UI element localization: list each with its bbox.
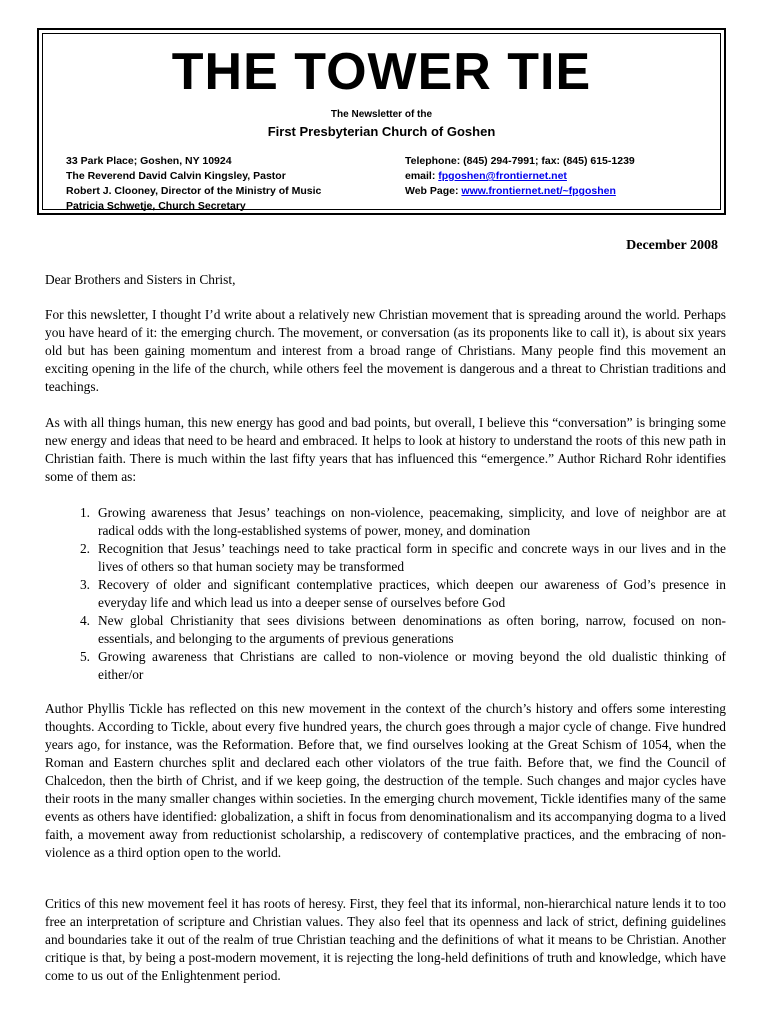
letter-date: December 2008 — [626, 238, 718, 253]
list-number: 4. — [79, 613, 90, 628]
list-text: Recovery of older and significant contemplative practices, which deepen our awareness of God’s presence in everyday life and which lead us into a deeper sense of ourselves before God — [98, 577, 726, 610]
list-number: 5. — [79, 649, 90, 664]
paragraph-1: For this newsletter, I thought I’d write about a relatively new Christian movement that is spreading around the world. Perhaps you have heard of it: the emerging church. The movement, or conversation (as its proponents like to call it), is about six years old but has been gaining momentum and interest from a broad range of Christians. Many people find this movement an exciting opening in the life of the church, while others feel the movement is dangerous and a threat to Christian traditions and teachings. — [45, 307, 726, 394]
paragraph-4: Critics of this new movement feel it has roots of heresy. First, they feel that its informal, non-hierarchical nature lends it to too free an interpretation of scripture and Christian values. They also feel that its openness and lack of strict, defining guidelines and boundaries take it out of the realm of true Christian teaching and the definitions of what it means to be Christian. Another critique is that, by being a post-modern movement, it is rejecting the long-held definitions of truth and knowledge, which have come to us out of the Enlightenment period. — [45, 896, 726, 983]
newsletter-subtitle: The Newsletter of the — [330, 109, 433, 120]
church-name: First Presbyterian Church of Goshen — [267, 124, 496, 139]
rohr-list — [45, 504, 726, 684]
list-number: 2. — [79, 541, 90, 556]
pastor-line: The Reverend David Calvin Kingsley, Pastor — [66, 170, 286, 182]
list-number: 3. — [79, 577, 90, 592]
list-text: New global Christianity that sees divisions between denominations as often boring, narrow, focused on non- essentials, and belonging to the arguments of previous generations — [98, 613, 726, 646]
list-text: Growing awareness that Christians are called to non-violence or moving beyond the old dualistic thinking of either/or — [98, 649, 726, 682]
list-item — [45, 504, 726, 540]
web-label: Web Page: — [405, 185, 462, 197]
list-item — [45, 540, 726, 576]
church-phone-web — [405, 154, 635, 199]
paragraph-3: Author Phyllis Tickle has reflected on this new movement in the context of the church’s history and offers some interesting thoughts. According to Tickle, about every five hundred years, the church goes through a major cycle of change. Five hundred years ago, for instance, was the Reformation. Before that, we find ourselves looking at the Great Schism of 1054, when the Roman and Eastern churches split and declared each other violators of the true faith. Before that, we find the Council of Chalcedon, then the birth of Christ, and if we keep going, the destruction of the temple. Such changes and major cycles have their roots in the many smaller changes within societies. In the emerging church movement, Tickle identifies many of the same events as others have identified: globalization, a shift in focus from denominationalism and its accompanying dogma to a lived faith, a movement away from reductionist scholarship, a rediscovery of contemplative practices, and the embracing of non-violence as a third option open to the world. — [45, 701, 726, 860]
list-number: 1. — [79, 505, 90, 520]
masthead — [37, 28, 726, 215]
web-line — [405, 184, 635, 199]
list-item — [45, 648, 726, 684]
phone-line: Telephone: (845) 294-7991; fax: (845) 615-1239 — [405, 155, 635, 167]
email-label: email: — [405, 170, 439, 182]
church-address: 33 Park Place; Goshen, NY 10924 — [66, 155, 232, 167]
newsletter-title: THE TOWER TIE — [171, 43, 592, 101]
email-link[interactable]: fpgoshen@frontiernet.net — [438, 170, 567, 182]
secretary-line: Patricia Schwetje, Church Secretary — [66, 200, 246, 212]
list-item — [45, 612, 726, 648]
list-text: Recognition that Jesus’ teachings need to take practical form in specific and concrete ways in our lives and in the lives of others so that human society may be transformed — [98, 541, 726, 574]
web-link[interactable]: www.frontiernet.net/~fpgoshen — [461, 185, 616, 197]
list-item — [45, 576, 726, 612]
paragraph-2: As with all things human, this new energy has good and bad points, but overall, I believe this “conversation” is bringing some new energy and ideas that need to be heard and embraced. It helps to look at history to understand the roots of this new path in Christian faith. There is much within the last fifty years that has influenced this “emergence.” Author Richard Rohr identifies some of them as: — [45, 415, 726, 484]
salutation: Dear Brothers and Sisters in Christ, — [45, 272, 236, 287]
email-line — [405, 169, 635, 184]
list-text: Growing awareness that Jesus’ teachings on non-violence, peacemaking, simplicity, and love of neighbor are at radical odds with the long-established systems of power, money, and domination — [98, 505, 726, 538]
music-director-line: Robert J. Clooney, Director of the Ministry of Music — [66, 185, 322, 197]
church-contacts — [66, 154, 321, 214]
